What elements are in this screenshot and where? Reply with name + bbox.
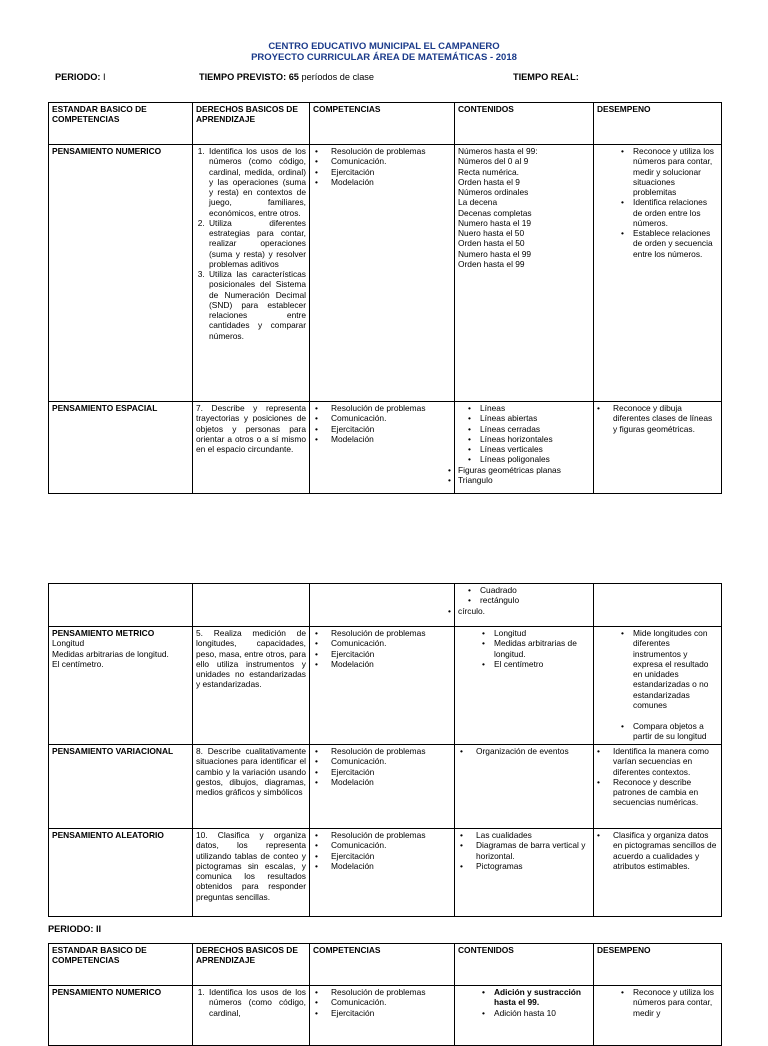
contenido-item: • Organización de eventos: [458, 746, 590, 756]
desempeno-item: • Identifica la manera como varían secuencias en diferentes contextos.: [595, 746, 718, 777]
competencias-cell: [310, 829, 455, 917]
dba-cell: [193, 145, 310, 402]
competencia-item: • Comunicación.: [313, 156, 451, 166]
competencias-cell: [310, 584, 455, 627]
dba-item: 1. Identifica los usos de los números (como código, cardinal, medida, ordinal) y las operaciones (suma y resta) en contextos de juego, familiares, económicos, entre otros.: [207, 146, 306, 218]
contenido-item: • Líneas poligonales: [458, 454, 590, 464]
table-row: [49, 145, 722, 402]
table-row: [49, 986, 722, 1046]
dba-item: 3. Utiliza las características posicionales del Sistema de Numeración Decimal (SND) para establecer relaciones entre cantidades y comparar números.: [207, 269, 306, 341]
period-label: PERIODO: I: [55, 72, 106, 82]
contenidos-cell: [455, 829, 594, 917]
competencia-item: • Ejercitación: [313, 649, 451, 659]
competencia-item: • Comunicación.: [313, 997, 451, 1007]
dba-cell: [193, 986, 310, 1046]
table-row: [49, 829, 722, 917]
planned-time: TIEMPO PREVISTO: 65 períodos de clase: [199, 72, 375, 82]
contenido-item: • Líneas verticales: [458, 444, 590, 454]
contenido-item: • Líneas cerradas: [458, 424, 590, 434]
project-title: PROYECTO CURRICULAR ÁREA DE MATEMÁTICAS - 2018: [251, 52, 517, 63]
contenidos-cell: [455, 986, 594, 1046]
dba-cell: 7. Describe y representa trayectorias y posiciones de objetos y personas para orientar a otros o a sí mismo en el espacio circundante.: [193, 402, 310, 494]
contenidos-cell: [455, 145, 594, 402]
contenido-item: • Líneas abiertas: [458, 413, 590, 423]
competencia-item: • Resolución de problemas: [313, 403, 451, 413]
col-header-competencias: COMPETENCIAS: [310, 103, 455, 145]
competencia-item: • Ejercitación: [313, 1008, 451, 1018]
competencia-item: • Ejercitación: [313, 851, 451, 861]
dba-item: 2. Utiliza diferentes estrategias para contar, realizar operaciones (suma y resta) y resolver problemas aditivos: [207, 218, 306, 269]
desempeno-item: • Mide longitudes con diferentes instrumentos y expresa el resultado en unidades estandarizadas o no estandarizadas comunes: [597, 628, 718, 710]
contenido-item: Orden hasta el 99: [458, 258, 525, 269]
contenido-item: Números hasta el 99:: [458, 146, 538, 156]
dba-cell: 5. Realiza medición de longitudes, capacidades, peso, masa, entre otros, para ello utiliza instrumentos y unidades no estandarizadas y estandarizadas.: [193, 627, 310, 745]
curriculum-table-period-1: [48, 102, 722, 494]
real-time-label: TIEMPO REAL:: [513, 72, 579, 82]
desempeno-cell: [594, 145, 722, 402]
contenido-item: • círculo.: [446, 606, 590, 616]
contenido-item: • Adición hasta 10: [458, 1008, 590, 1018]
contenido-item: Números ordinales: [458, 187, 529, 197]
competencia-item: • Resolución de problemas: [313, 146, 451, 156]
competencia-item: • Resolución de problemas: [313, 987, 451, 997]
col-header-contenidos: CONTENIDOS: [455, 944, 594, 986]
contenido-item: • Adición y sustracción hasta el 99.: [458, 987, 590, 1008]
competencia-item: • Comunicación.: [313, 638, 451, 648]
competencia-item: • Resolución de problemas: [313, 746, 451, 756]
contenido-item: Decenas completas: [458, 207, 532, 218]
table-row: [49, 745, 722, 829]
desempeno-item: • Reconoce y utiliza los números para contar, medir y: [597, 987, 718, 1018]
col-header-dba: DERECHOS BASICOS DE APRENDIZAJE: [193, 944, 310, 986]
table-row: [49, 584, 722, 627]
contenido-item: Numero hasta el 19: [458, 217, 532, 228]
contenido-item: • Diagramas de barra vertical y horizontal.: [458, 840, 590, 861]
estandar-line: El centímetro.: [52, 658, 104, 669]
contenido-item: • Las cualidades: [458, 830, 590, 840]
contenido-item: Números del 0 al 9: [458, 156, 529, 167]
col-header-contenidos: CONTENIDOS: [455, 103, 594, 145]
table-header-row: [49, 944, 722, 986]
desempeno-cell: [594, 986, 722, 1046]
competencias-cell: [310, 745, 455, 829]
desempeno-item: • Compara objetos a partir de su longitud: [597, 721, 718, 742]
col-header-dba: DERECHOS BASICOS DE APRENDIZAJE: [193, 103, 310, 145]
competencia-item: • Comunicación.: [313, 840, 451, 850]
competencia-item: • Ejercitación: [313, 424, 451, 434]
competencia-item: • Modelación: [313, 434, 451, 444]
desempeno-item: • Reconoce y dibuja diferentes clases de líneas y figuras geométricas.: [595, 403, 718, 434]
school-title: CENTRO EDUCATIVO MUNICIPAL EL CAMPANERO: [268, 41, 500, 52]
curriculum-table-continued: [48, 583, 722, 917]
contenido-item: • Medidas arbitrarias de longitud.: [458, 638, 590, 659]
curriculum-table-period-2: [48, 943, 722, 1046]
col-header-estandar: ESTANDAR BASICO DE COMPETENCIAS: [49, 944, 193, 986]
contenido-item: • Longitud: [458, 628, 590, 638]
competencia-item: • Comunicación.: [313, 756, 451, 766]
competencias-cell: [310, 986, 455, 1046]
estandar-line: Longitud: [52, 638, 85, 649]
contenido-item: Numero hasta el 99: [458, 248, 532, 259]
desempeno-item: • Establece relaciones de orden y secuencia entre los números.: [597, 228, 718, 259]
desempeno-cell: [594, 584, 722, 627]
period-2-label: PERIODO: II: [48, 924, 102, 934]
dba-cell: 8. Describe cualitativamente situaciones para identificar el cambio y la variación usando gestos, dibujos, diagramas, medios gráficos y simbólicos: [193, 745, 310, 829]
competencia-item: • Ejercitación: [313, 167, 451, 177]
dba-item: 1. Identifica los usos de los números (como código, cardinal,: [207, 987, 306, 1018]
contenido-item: • Triangulo: [446, 475, 590, 485]
col-header-desempeno: DESEMPENO: [594, 944, 722, 986]
estandar-cell: PENSAMIENTO ALEATORIO: [49, 829, 193, 917]
table-row: [49, 627, 722, 745]
col-header-competencias: COMPETENCIAS: [310, 944, 455, 986]
contenido-item: • Líneas: [458, 403, 590, 413]
contenidos-cell: [455, 745, 594, 829]
contenidos-cell: [455, 627, 594, 745]
col-header-desempeno: DESEMPENO: [594, 103, 722, 145]
contenidos-cell: [455, 402, 594, 494]
contenido-item: • rectángulo: [458, 595, 590, 605]
contenido-item: Nuero hasta el 50: [458, 228, 525, 238]
competencia-item: • Modelación: [313, 177, 451, 187]
contenido-item: • Figuras geométricas planas: [446, 465, 590, 475]
competencia-item: • Comunicación.: [313, 413, 451, 423]
competencia-item: • Ejercitación: [313, 767, 451, 777]
estandar-cell: PENSAMIENTO NUMERICO: [49, 986, 193, 1046]
estandar-cell: [49, 627, 193, 745]
dba-cell: 10. Clasifica y organiza datos, los representa utilizando tablas de conteo y pictogramas sin escalas, y comunica los resultados obtenidos para responder preguntas sencillas.: [193, 829, 310, 917]
estandar-cell: PENSAMIENTO VARIACIONAL: [49, 745, 193, 829]
contenido-item: • Cuadrado: [458, 585, 590, 595]
desempeno-cell: [594, 402, 722, 494]
table-row: [49, 402, 722, 494]
dba-cell: [193, 584, 310, 627]
competencias-cell: [310, 627, 455, 745]
competencia-item: • Modelación: [313, 659, 451, 669]
estandar-cell: PENSAMIENTO ESPACIAL: [49, 402, 193, 494]
contenido-item: • Pictogramas: [458, 861, 590, 871]
competencia-item: • Modelación: [313, 777, 451, 787]
estandar-title: PENSAMIENTO METRICO: [52, 628, 155, 638]
estandar-cell: [49, 584, 193, 627]
competencia-item: • Resolución de problemas: [313, 830, 451, 840]
col-header-estandar: ESTANDAR BASICO DE COMPETENCIAS: [49, 103, 193, 145]
desempeno-cell: [594, 627, 722, 745]
estandar-cell: PENSAMIENTO NUMERICO: [49, 145, 193, 402]
desempeno-item: • Clasifica y organiza datos en pictogramas sencillos de acuerdo a cualidades y atributos estimables.: [595, 830, 718, 871]
competencias-cell: [310, 402, 455, 494]
contenidos-cell: [455, 584, 594, 627]
desempeno-item: • Reconoce y describe patrones de cambia en secuencias numéricas.: [595, 777, 718, 808]
competencia-item: • Modelación: [313, 861, 451, 871]
contenido-item: Recta numérica.: [458, 166, 519, 177]
table-header-row: [49, 103, 722, 145]
desempeno-item: • Reconoce y utiliza los números para contar, medir y solucionar situaciones problemitas: [597, 146, 718, 197]
contenido-item: • El centímetro: [458, 659, 590, 669]
desempeno-cell: [594, 745, 722, 829]
contenido-item: La decena: [458, 197, 498, 208]
contenido-item: Orden hasta el 50: [458, 238, 525, 249]
competencias-cell: [310, 145, 455, 402]
contenido-item: • Líneas horizontales: [458, 434, 590, 444]
competencia-item: • Resolución de problemas: [313, 628, 451, 638]
estandar-line: Medidas arbitrarias de longitud.: [52, 648, 169, 659]
desempeno-cell: [594, 829, 722, 917]
contenido-item: Orden hasta el 9: [458, 176, 520, 187]
desempeno-item: • Identifica relaciones de orden entre los números.: [597, 197, 718, 228]
